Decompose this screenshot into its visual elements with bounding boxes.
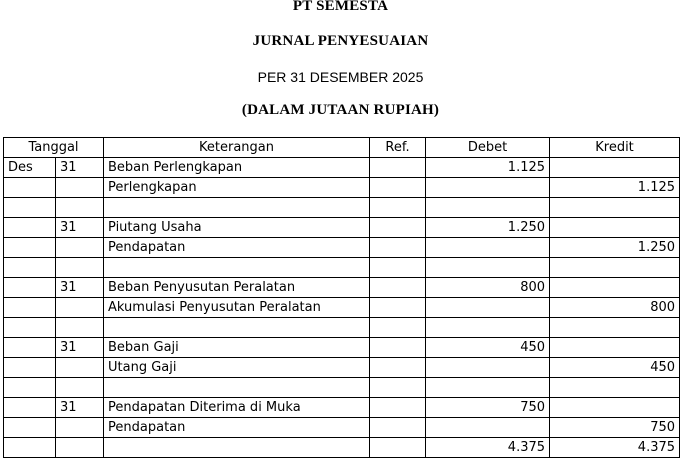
- cell-month: [4, 378, 56, 398]
- cell-day: [56, 378, 104, 398]
- column-header-debet: Debet: [426, 138, 550, 158]
- cell-day: [56, 298, 104, 318]
- total-debet: 4.375: [426, 438, 550, 458]
- cell-debet: [426, 198, 550, 218]
- cell-ref: [370, 438, 426, 458]
- cell-kredit: [550, 198, 680, 218]
- cell-month: [4, 218, 56, 238]
- cell-day: [56, 178, 104, 198]
- cell-ref: [370, 298, 426, 318]
- cell-ref: [370, 178, 426, 198]
- cell-account: Piutang Usaha: [104, 218, 370, 238]
- cell-ref: [370, 258, 426, 278]
- table-row: [4, 218, 680, 238]
- table-header-row: [4, 138, 680, 158]
- table-row: [4, 358, 680, 378]
- cell-debet: [426, 298, 550, 318]
- column-header-ref: Ref.: [370, 138, 426, 158]
- cell-debet: 450: [426, 338, 550, 358]
- cell-day: [56, 438, 104, 458]
- cell-day: [56, 418, 104, 438]
- cell-ref: [370, 358, 426, 378]
- table-row: [4, 378, 680, 398]
- cell-month: [4, 338, 56, 358]
- report-unit: (DALAM JUTAAN RUPIAH): [241, 102, 440, 118]
- cell-debet: [426, 178, 550, 198]
- cell-debet: 1.125: [426, 158, 550, 178]
- table-row: [4, 258, 680, 278]
- cell-debet: [426, 358, 550, 378]
- cell-day: 31: [56, 278, 104, 298]
- cell-month: [4, 398, 56, 418]
- cell-kredit: [550, 258, 680, 278]
- cell-ref: [370, 418, 426, 438]
- report-title: JURNAL PENYESUAIAN: [252, 33, 429, 49]
- cell-account: Beban Perlengkapan: [104, 158, 370, 178]
- cell-ref: [370, 338, 426, 358]
- cell-ref: [370, 318, 426, 338]
- cell-day: 31: [56, 158, 104, 178]
- cell-month: Des: [4, 158, 56, 178]
- cell-month: [4, 198, 56, 218]
- cell-account: Akumulasi Penyusutan Peralatan: [104, 298, 370, 318]
- cell-month: [4, 298, 56, 318]
- cell-debet: 1.250: [426, 218, 550, 238]
- table-row: [4, 158, 680, 178]
- cell-account: [104, 198, 370, 218]
- table-row: [4, 318, 680, 338]
- cell-debet: 750: [426, 398, 550, 418]
- table-row: [4, 418, 680, 438]
- cell-kredit: 750: [550, 418, 680, 438]
- total-kredit: 4.375: [550, 438, 680, 458]
- journal-body: [4, 158, 680, 458]
- cell-account: Beban Gaji: [104, 338, 370, 358]
- report-period: PER 31 DESEMBER 2025: [257, 69, 424, 85]
- table-row: [4, 298, 680, 318]
- cell-kredit: 800: [550, 298, 680, 318]
- cell-debet: [426, 238, 550, 258]
- cell-debet: [426, 258, 550, 278]
- cell-debet: [426, 318, 550, 338]
- cell-day: [56, 318, 104, 338]
- cell-account: [104, 438, 370, 458]
- cell-kredit: [550, 278, 680, 298]
- cell-month: [4, 258, 56, 278]
- table-row: [4, 278, 680, 298]
- cell-ref: [370, 218, 426, 238]
- cell-account: Perlengkapan: [104, 178, 370, 198]
- cell-kredit: [550, 398, 680, 418]
- table-row: [4, 398, 680, 418]
- cell-month: [4, 278, 56, 298]
- cell-account: Utang Gaji: [104, 358, 370, 378]
- cell-account: Pendapatan Diterima di Muka: [104, 398, 370, 418]
- column-header-kredit: Kredit: [550, 138, 680, 158]
- cell-kredit: 1.125: [550, 178, 680, 198]
- cell-debet: 800: [426, 278, 550, 298]
- cell-ref: [370, 378, 426, 398]
- table-row: [4, 198, 680, 218]
- cell-kredit: [550, 338, 680, 358]
- cell-account: Beban Penyusutan Peralatan: [104, 278, 370, 298]
- cell-account: [104, 378, 370, 398]
- cell-account: [104, 318, 370, 338]
- table-row: [4, 178, 680, 198]
- total-row: [4, 438, 680, 458]
- cell-kredit: [550, 218, 680, 238]
- cell-account: Pendapatan: [104, 418, 370, 438]
- cell-day: [56, 258, 104, 278]
- cell-kredit: [550, 158, 680, 178]
- cell-ref: [370, 158, 426, 178]
- cell-debet: [426, 418, 550, 438]
- cell-kredit: 1.250: [550, 238, 680, 258]
- cell-kredit: [550, 318, 680, 338]
- cell-day: 31: [56, 398, 104, 418]
- table-row: [4, 338, 680, 358]
- cell-day: [56, 198, 104, 218]
- cell-account: [104, 258, 370, 278]
- cell-day: [56, 238, 104, 258]
- cell-account: Pendapatan: [104, 238, 370, 258]
- cell-kredit: 450: [550, 358, 680, 378]
- journal-table: [3, 137, 680, 458]
- cell-day: 31: [56, 218, 104, 238]
- column-header-keterangan: Keterangan: [104, 138, 370, 158]
- cell-month: [4, 438, 56, 458]
- cell-month: [4, 238, 56, 258]
- cell-month: [4, 418, 56, 438]
- cell-month: [4, 178, 56, 198]
- cell-day: [56, 358, 104, 378]
- cell-month: [4, 318, 56, 338]
- cell-day: 31: [56, 338, 104, 358]
- cell-ref: [370, 238, 426, 258]
- cell-ref: [370, 278, 426, 298]
- cell-ref: [370, 198, 426, 218]
- column-header-tanggal: Tanggal: [4, 138, 104, 158]
- cell-kredit: [550, 378, 680, 398]
- cell-ref: [370, 398, 426, 418]
- cell-month: [4, 358, 56, 378]
- table-row: [4, 238, 680, 258]
- cell-debet: [426, 378, 550, 398]
- company-name: PT SEMESTA: [292, 0, 389, 14]
